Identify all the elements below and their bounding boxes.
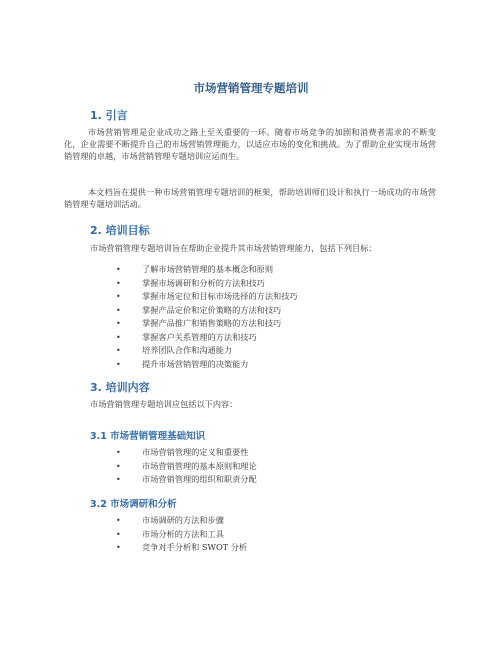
list-item: • 提升市场营销管理的决策能力 — [116, 358, 298, 372]
list-item: • 市场营销管理的组织和职责分配 — [116, 473, 257, 487]
list-item: • 掌握产品推广和销售策略的方法和技巧 — [116, 317, 298, 331]
list-item: • 市场分析的方法和工具 — [116, 528, 247, 542]
paragraph: 市场营销管理是企业成功之路上至关重要的一环。随着市场竞争的加剧和消费者需求的不断变化，企业需要不断提升自己的市场营销管理能力，以适应市场的变化和挑战。为了帮助企业实现市场营销管理的卓越，市场营销管理专题培训应运而生。 — [64, 127, 436, 161]
list-item: • 掌握市场定位和目标市场选择的方法和技巧 — [116, 290, 298, 304]
section-intro: 市场营销管理专题培训应包括以下内容： — [90, 399, 238, 409]
list-item: • 市场调研的方法和步骤 — [116, 514, 247, 528]
list-item: • 竞争对手分析和 SWOT 分析 — [116, 541, 247, 555]
list-item: • 掌握市场调研和分析的方法和技巧 — [116, 277, 298, 291]
goals-list — [116, 263, 298, 371]
research-list — [116, 514, 247, 555]
section-heading-content: 3. 培训内容 — [90, 381, 150, 394]
section-intro: 市场营销管理专题培训旨在帮助企业提升其市场营销管理能力，包括下列目标： — [90, 243, 377, 253]
list-item: • 了解市场营销管理的基本概念和原则 — [116, 263, 298, 277]
list-item: • 市场营销管理的定义和重要性 — [116, 446, 257, 460]
list-item: • 市场营销管理的基本原则和理论 — [116, 460, 257, 474]
list-item: • 培养团队合作和沟通能力 — [116, 344, 298, 358]
basics-list — [116, 446, 257, 487]
document-title: 市场营销管理专题培训 — [193, 81, 309, 95]
section-heading-introduction: 1. 引言 — [90, 109, 128, 122]
list-item: • 掌握产品定价和定价策略的方法和技巧 — [116, 304, 298, 318]
subsection-heading-research: 3.2 市场调研和分析 — [90, 499, 177, 510]
list-item: • 掌握客户关系管理的方法和技巧 — [116, 331, 298, 345]
subsection-heading-basics: 3.1 市场营销管理基础知识 — [90, 431, 206, 442]
section-heading-goals: 2. 培训目标 — [90, 224, 150, 237]
paragraph: 本文档旨在提供一种市场营销管理专题培训的框架，帮助培训师们设计和执行一场成功的市场营销管理专题培训活动。 — [64, 187, 436, 209]
